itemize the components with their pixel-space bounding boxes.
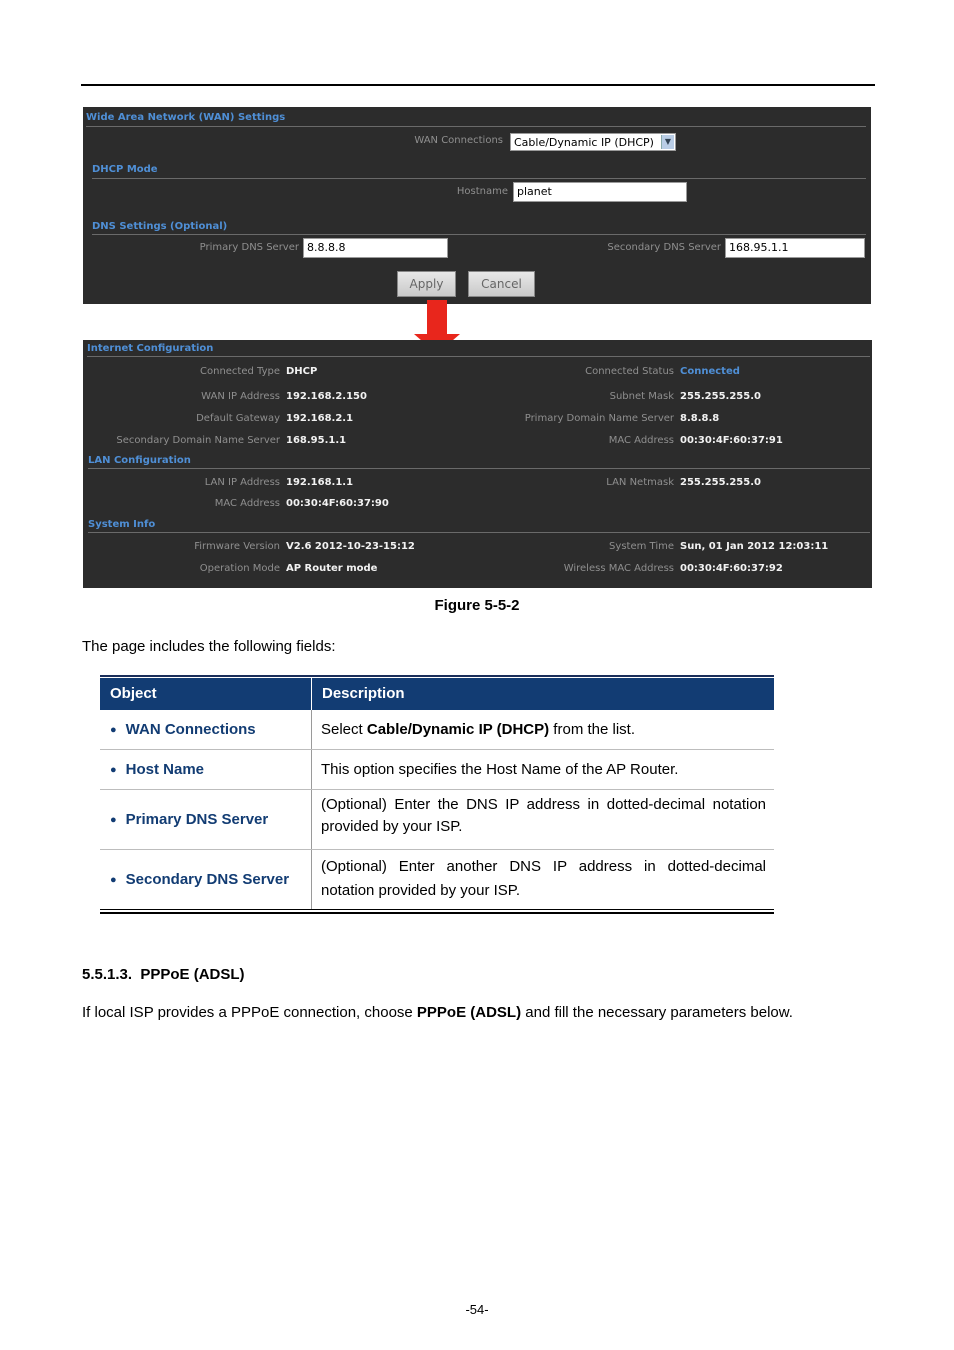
wan-settings-title: Wide Area Network (WAN) Settings bbox=[86, 112, 286, 123]
table-row bbox=[100, 790, 774, 850]
table-header bbox=[100, 677, 774, 710]
default-gateway-value: 192.168.2.1 bbox=[286, 413, 354, 424]
primary-dns-status-label: Primary Domain Name Server bbox=[524, 413, 674, 424]
hostname-label: Hostname bbox=[456, 186, 508, 197]
default-gateway-label: Default Gateway bbox=[196, 413, 280, 424]
row-description: (Optional) Enter the DNS IP address in dotted-decimal notation provided by your ISP. bbox=[321, 796, 766, 835]
dns-settings-title: DNS Settings (Optional) bbox=[92, 221, 228, 232]
divider bbox=[88, 532, 870, 533]
connected-status-value: Connected bbox=[680, 366, 740, 377]
divider bbox=[88, 468, 870, 469]
connected-type-label: Connected Type bbox=[200, 366, 280, 377]
wireless-mac-value: 00:30:4F:60:37:92 bbox=[680, 563, 783, 574]
subnet-mask-value: 255.255.255.0 bbox=[680, 391, 761, 402]
row-object: Primary DNS Server bbox=[125, 811, 269, 828]
wan-settings-panel bbox=[83, 107, 871, 304]
table-row bbox=[100, 850, 774, 909]
desc-pre: Select bbox=[321, 721, 367, 738]
apply-button[interactable]: Apply bbox=[397, 271, 456, 297]
divider bbox=[87, 356, 870, 357]
mac-address-label: MAC Address bbox=[608, 435, 674, 446]
header-rule bbox=[81, 84, 875, 86]
subnet-mask-label: Subnet Mask bbox=[609, 391, 674, 402]
divider bbox=[92, 178, 866, 179]
lan-mac-label: MAC Address bbox=[214, 498, 280, 509]
table-row bbox=[100, 750, 774, 790]
bullet-icon: ● bbox=[110, 723, 117, 736]
operation-mode-value: AP Router mode bbox=[286, 563, 378, 574]
chevron-down-icon[interactable]: ▼ bbox=[661, 135, 674, 149]
cancel-button[interactable]: Cancel bbox=[468, 271, 535, 297]
section-heading: 5.5.1.3. PPPoE (ADSL) bbox=[82, 966, 245, 983]
row-description: This option specifies the Host Name of the AP Router. bbox=[321, 761, 679, 778]
system-info-title: System Info bbox=[88, 519, 156, 530]
figure-caption: Figure 5-5-2 bbox=[434, 597, 520, 614]
wan-connections-select[interactable] bbox=[510, 133, 676, 151]
table-row bbox=[100, 710, 774, 750]
table-bottom-rule bbox=[100, 912, 774, 914]
lan-mac-value: 00:30:4F:60:37:90 bbox=[286, 498, 389, 509]
divider bbox=[92, 234, 866, 235]
mac-address-value: 00:30:4F:60:37:91 bbox=[680, 435, 783, 446]
bullet-icon: ● bbox=[110, 813, 117, 826]
para-bold: PPPoE (ADSL) bbox=[416, 1004, 522, 1021]
row-description: (Optional) Enter another DNS IP address in dotted-decimal notation provided by your ISP. bbox=[321, 858, 766, 899]
row-object: Host Name bbox=[125, 761, 205, 778]
operation-mode-label: Operation Mode bbox=[199, 563, 280, 574]
table-bottom-rule bbox=[100, 909, 774, 910]
row-description bbox=[312, 710, 774, 749]
internet-config-title: Internet Configuration bbox=[87, 343, 214, 354]
connected-type-value: DHCP bbox=[286, 366, 318, 377]
wan-connections-value: Cable/Dynamic IP (DHCP) bbox=[514, 136, 654, 149]
lan-netmask-value: 255.255.255.0 bbox=[680, 477, 761, 488]
desc-post: from the list. bbox=[549, 721, 635, 738]
system-time-value: Sun, 01 Jan 2012 12:03:11 bbox=[680, 541, 829, 552]
bullet-icon: ● bbox=[110, 763, 117, 776]
dhcp-mode-title: DHCP Mode bbox=[92, 164, 158, 175]
para-pre: If local ISP provides a PPPoE connection, choose bbox=[82, 1004, 417, 1021]
body-paragraph bbox=[82, 1004, 793, 1021]
hostname-input[interactable]: planet bbox=[513, 182, 687, 202]
intro-text: The page includes the following fields: bbox=[82, 638, 336, 655]
header-object: Object bbox=[100, 678, 312, 710]
system-time-label: System Time bbox=[609, 541, 674, 552]
bullet-icon: ● bbox=[110, 873, 117, 886]
row-object: Secondary DNS Server bbox=[125, 871, 290, 888]
para-post: and fill the necessary parameters below. bbox=[521, 1004, 793, 1021]
secondary-dns-status-label: Secondary Domain Name Server bbox=[116, 435, 280, 446]
wireless-mac-label: Wireless MAC Address bbox=[563, 563, 674, 574]
primary-dns-label: Primary DNS Server bbox=[199, 242, 299, 253]
lan-config-title: LAN Configuration bbox=[88, 455, 191, 466]
connected-status-label: Connected Status bbox=[585, 366, 674, 377]
row-object: WAN Connections bbox=[125, 721, 256, 738]
lan-ip-value: 192.168.1.1 bbox=[286, 477, 354, 488]
desc-bold: Cable/Dynamic IP (DHCP) bbox=[366, 721, 550, 738]
header-description: Description bbox=[322, 685, 405, 702]
secondary-dns-status-value: 168.95.1.1 bbox=[286, 435, 347, 446]
fields-table bbox=[100, 675, 774, 914]
page-number: -54- bbox=[465, 1302, 489, 1317]
lan-netmask-label: LAN Netmask bbox=[606, 477, 674, 488]
firmware-label: Firmware Version bbox=[194, 541, 280, 552]
secondary-dns-label: Secondary DNS Server bbox=[607, 242, 721, 253]
lan-ip-label: LAN IP Address bbox=[204, 477, 280, 488]
status-panel bbox=[83, 340, 872, 588]
primary-dns-input[interactable]: 8.8.8.8 bbox=[303, 238, 448, 258]
primary-dns-status-value: 8.8.8.8 bbox=[680, 413, 720, 424]
wan-connections-label: WAN Connections bbox=[414, 135, 503, 146]
wan-ip-label: WAN IP Address bbox=[201, 391, 280, 402]
secondary-dns-input[interactable]: 168.95.1.1 bbox=[725, 238, 865, 258]
wan-ip-value: 192.168.2.150 bbox=[286, 391, 367, 402]
firmware-value: V2.6 2012-10-23-15:12 bbox=[286, 541, 415, 552]
divider bbox=[86, 126, 866, 127]
